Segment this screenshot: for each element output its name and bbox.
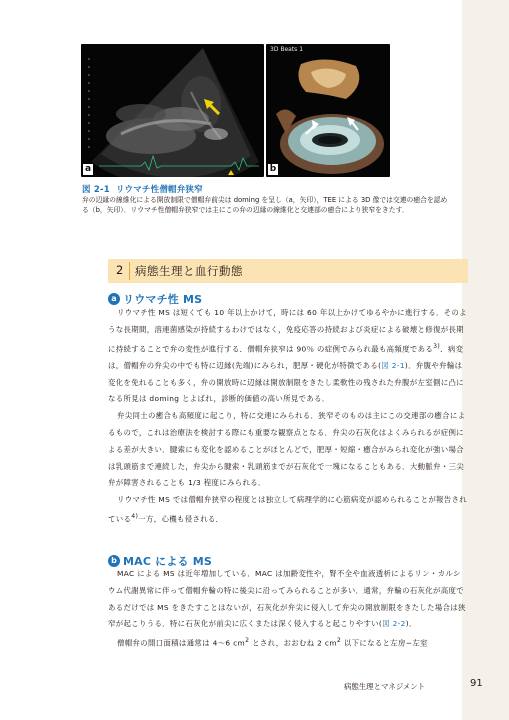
figure-number: 図 2-1 xyxy=(82,185,110,195)
section-divider xyxy=(129,262,130,280)
figure-panel-a xyxy=(81,44,264,177)
page-number: 91 xyxy=(470,678,483,689)
figure-title-text: リウマチ性僧帽弁狭窄 xyxy=(115,185,203,195)
figure-ref-link[interactable]: 図 2-2 xyxy=(382,619,406,629)
figure-title xyxy=(82,183,203,195)
subsection-b-title: MAC による MS xyxy=(123,555,213,568)
page-edge-strip xyxy=(462,0,509,720)
figure-panel-b xyxy=(266,44,390,177)
panel-b-label: 3D Beats 1 xyxy=(270,46,304,53)
paragraph: 僧帽弁の開口面積は通常は 4〜6 $cm^2$ とされ，おおむね 2 $cm^2$ 以下になると左房−左室 xyxy=(117,637,428,648)
section-title: 病態生理と血行動態 xyxy=(135,264,243,278)
paragraph: MAC による MS は近年増加している．MAC は加齢変性や，腎不全や血液透析によるリン・カルシウム代謝異常に伴って僧帽弁輪の特に後尖に沿ってみられることが多い．通常，弁輪の石灰化が高度であるだけでは MS をきたすことはないが，石灰化が弁尖に侵入して弁尖の開放制限をきたした場合は狭窄が起こりうる．特に石灰化が前尖に広くまたは深く侵入すると起こりやすい(図 2-2)． xyxy=(108,569,466,629)
paragraph: リウマチ性 MS では僧帽弁狭窄の程度とは独立して病理学的に心筋病変が認められることが報告されている$^{4)}$一方，心機も侵される． xyxy=(108,495,468,524)
subsection-b-body xyxy=(108,566,468,652)
running-footer: 病態生理とマネジメント xyxy=(344,682,426,691)
subsection-b-badge: b xyxy=(108,555,120,567)
panel-b-letter: b xyxy=(269,164,277,174)
figure-ref-link[interactable]: 図 2-1 xyxy=(381,360,405,370)
figure-caption: 弁の辺縁の線維化による開放制限で僧帽弁前尖は doming を呈し（a，矢印），TEE による 3D 像では交連の癒合を認める（b，矢印）．リウマチ性僧帽弁狭窄では主にこの弁の辺縁の線維化と交連部の癒合により狭窄をきたす． xyxy=(82,196,448,215)
section-number: 2 xyxy=(116,263,124,277)
tee-3d-image xyxy=(266,44,390,177)
panel-a-letter: a xyxy=(84,164,92,174)
echo-image xyxy=(81,44,264,177)
subsection-a-badge: a xyxy=(108,293,120,305)
paragraph: リウマチ性 MS は短くても 10 年以上かけて，時には 60 年以上かけてゆるやかに進行する．そのような長期間，溶連菌感染が持続するわけではなく，免疫応答の持続および炎症による破壊と修復が長期に持続することで弁の変性が進行する．僧帽弁狭窄は 90％ の症例でみられ最も高頻度である$^{3)}$．病変は，僧帽弁の弁尖の中でも特に辺縁(先端)にみられ，肥厚・硬化が特徴である(図 2-1)．弁腹や弁輪は変化を免れることも多く，弁の開放時に辺縁は開放制限をきたし柔軟性の残された弁腹が左室側に凸になる所見は doming とよばれ，診断的価値の高い所見である． xyxy=(108,308,467,404)
paragraph: 弁尖同士の癒合も高頻度に起こり，特に交連にみられる．狭窄そのものは主にこの交連部の癒合によるもので，これは治療法を検討する際にも重要な観察点となる．弁尖の石灰化はよくみられるが症例による差が大きい．腱索にも変化を認めることがほとんどで，肥厚・短縮・癒合がみられ変化が強い場合は乳頭筋まで連続した，弁尖から腱索・乳頭筋までが石灰化で一塊になることもある．大動脈弁・三尖弁が障害されることも 1/3 程度にみられる． xyxy=(108,411,466,488)
subsection-a-title: リウマチ性 MS xyxy=(123,293,203,306)
subsection-a-body xyxy=(108,305,468,528)
